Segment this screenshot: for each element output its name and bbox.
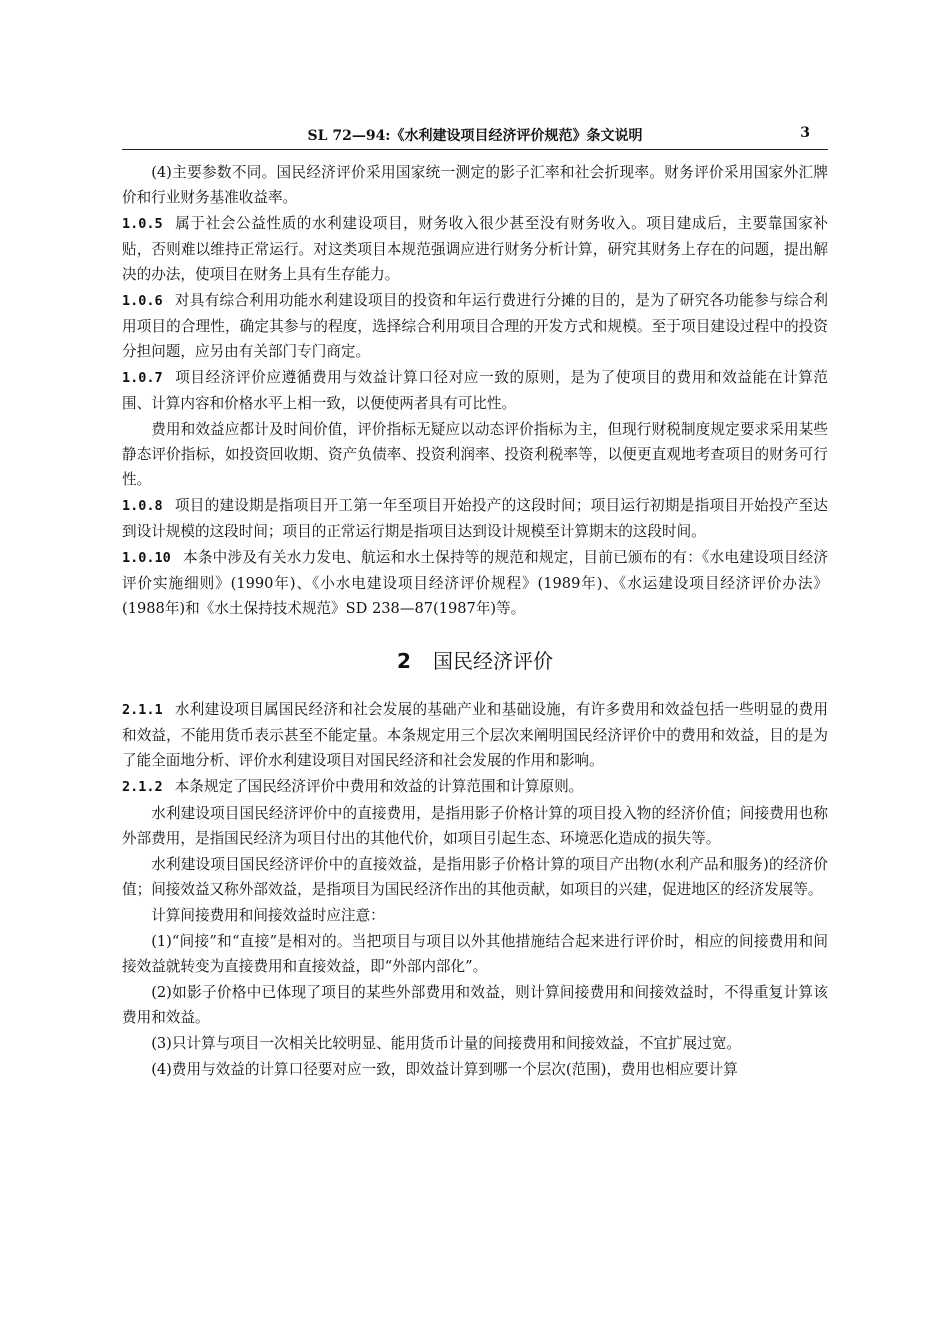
clause-text: 项目的建设期是指项目开工第一年至项目开始投产的这段时间；项目运行初期是指项目开始投产至达到设计规模的这段时间；项目的正常运行期是指项目达到设计规模至计算期末的这段时间。 — [122, 497, 828, 540]
paragraph: (4)费用与效益的计算口径要对应一致，即效益计算到哪一个层次(范围)，费用也相应要计算 — [151, 1061, 738, 1078]
section-number: 2 — [397, 649, 411, 673]
clause-number: 1.0.8 — [122, 498, 163, 514]
clause-2-1-2 — [122, 774, 828, 800]
clause-2-1-1 — [122, 697, 828, 773]
clause-number: 1.0.5 — [122, 216, 163, 232]
clause-text: 水利建设项目属国民经济和社会发展的基础产业和基础设施，有许多费用和效益包括一些明显的费用和效益，不能用货币表示甚至不能定量。本条规定用三个层次来阐明国民经济评价中的费用和效益，目的是为了能全面地分析、评价水利建设项目对国民经济和社会发展的作用和影响。 — [122, 701, 828, 769]
header-rule — [122, 149, 828, 150]
section-heading — [122, 647, 828, 675]
running-header — [122, 124, 828, 146]
clause-number: 1.0.10 — [122, 550, 171, 566]
paragraph: 水利建设项目国民经济评价中的直接效益，是指用影子价格计算的项目产出物(水利产品和服务)的经济价值；间接效益又称外部效益，是指项目为国民经济作出的其他贡献，如项目的兴建，促进地区的经济发展等。 — [122, 856, 828, 898]
clause-number: 2.1.1 — [122, 702, 163, 718]
paragraph: 费用和效益应都计及时间价值，评价指标无疑应以动态评价指标为主，但现行财税制度规定要求采用某些静态评价指标，如投资回收期、资产负债率、投资利润率、投资利税率等，以便更直观地考查项目的财务可行性。 — [122, 421, 828, 488]
section-title: 国民经济评价 — [432, 649, 553, 673]
body-text — [122, 160, 828, 1083]
page-number: 3 — [800, 125, 810, 141]
clause-text: 项目经济评价应遵循费用与效益计算口径对应一致的原则，是为了使项目的费用和效益能在计算范围、计算内容和价格水平上相一致，以便使两者具有可比性。 — [122, 369, 828, 412]
paragraph: (2)如影子价格中已体现了项目的某些外部费用和效益，则计算间接费用和间接效益时，不得重复计算该费用和效益。 — [122, 984, 828, 1026]
paragraph: (3)只计算与项目一次相关比较明显、能用货币计量的间接费用和间接效益，不宜扩展过宽。 — [151, 1035, 742, 1052]
clause-text: 属于社会公益性质的水利建设项目，财务收入很少甚至没有财务收入。项目建成后，主要靠国家补贴，否则难以维持正常运行。对这类项目本规范强调应进行财务分析计算，研究其财务上存在的问题，提出解决的办法，使项目在财务上具有生存能力。 — [122, 215, 828, 283]
paragraph: (1)“间接”和“直接”是相对的。当把项目与项目以外其他措施结合起来进行评价时，相应的间接费用和间接效益就转变为直接费用和直接效益，即“外部内部化”。 — [122, 933, 828, 975]
paragraph: 水利建设项目国民经济评价中的直接费用，是指用影子价格计算的项目投入物的经济价值；间接费用也称外部费用，是指国民经济为项目付出的其他代价，如项目引起生态、环境恶化造成的损失等。 — [122, 805, 828, 847]
clause-text: 对具有综合利用功能水利建设项目的投资和年运行费进行分摊的目的，是为了研究各功能参与综合利用项目的合理性，确定其参与的程度，选择综合利用项目合理的开发方式和规模。至于项目建设过程中的投资分担问题，应另由有关部门专门商定。 — [122, 292, 828, 360]
clause-text: 本条中涉及有关水力发电、航运和水土保持等的规范和规定，目前已颁布的有：《水电建设项目经济评价实施细则》(1990年)、《小水电建设项目经济评价规程》(1989年)、《水运建设项目经济评价办法》(1988年)和《水土保持技术规范》SD 238—87(1987年)等。 — [122, 549, 828, 617]
clause-1-0-6 — [122, 288, 828, 364]
clause-1-0-5 — [122, 211, 828, 287]
header-title: SL 72—94:《水利建设项目经济评价规范》条文说明 — [307, 128, 643, 144]
clause-text: 本条规定了国民经济评价中费用和效益的计算范围和计算原则。 — [174, 778, 584, 795]
clause-1-0-7 — [122, 365, 828, 416]
clause-1-0-8 — [122, 493, 828, 544]
paragraph: (4)主要参数不同。国民经济评价采用国家统一测定的影子汇率和社会折现率。财务评价采用国家外汇牌价和行业财务基准收益率。 — [122, 164, 828, 206]
clause-1-0-10 — [122, 545, 828, 621]
clause-number: 1.0.6 — [122, 293, 163, 309]
clause-number: 1.0.7 — [122, 370, 163, 386]
clause-number: 2.1.2 — [122, 779, 163, 795]
paragraph: 计算间接费用和间接效益时应注意： — [151, 907, 385, 924]
